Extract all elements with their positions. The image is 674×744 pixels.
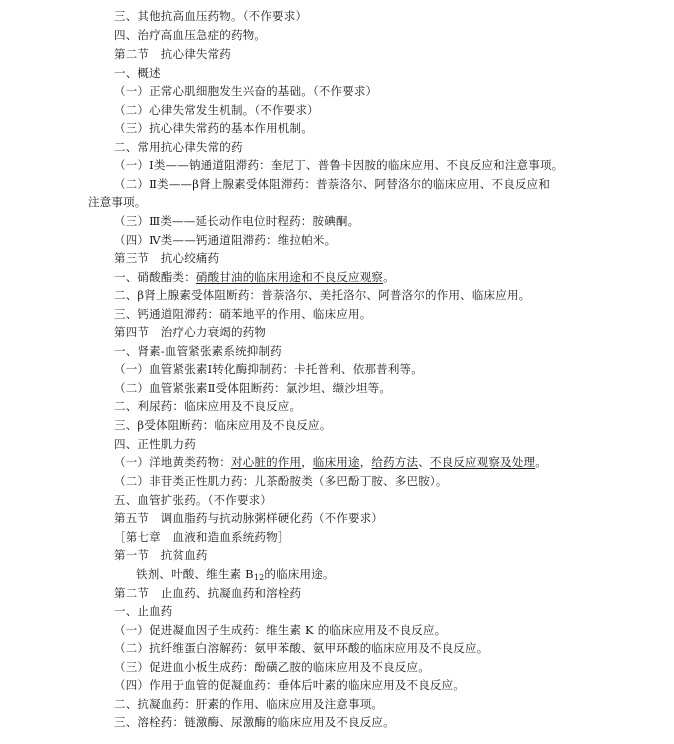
text-line — [114, 83, 377, 101]
text-line — [114, 102, 319, 120]
text-line — [114, 510, 383, 528]
text-segment: ， — [301, 455, 313, 469]
text-segment: 。 — [535, 455, 547, 469]
text-line — [114, 492, 272, 510]
text-segment: 一、概述 — [114, 66, 161, 80]
text-line — [114, 454, 547, 472]
text-line — [114, 269, 395, 287]
text-segment: （一）血管紧张素Ⅰ转化酶抑制药：卡托普利、依那普利等。 — [114, 362, 423, 376]
text-segment: （一）Ⅰ类——钠通道阻滞药：奎尼丁、普鲁卡因胺的临床应用、不良反应和注意事项。 — [114, 158, 564, 172]
text-line — [114, 529, 290, 547]
text-segment: 四、正性肌力药 — [114, 437, 196, 451]
text-line — [114, 306, 371, 324]
text-line — [114, 640, 488, 658]
text-line — [114, 585, 301, 603]
text-line — [114, 398, 301, 416]
underlined-text: 不良反应观察及处理 — [429, 455, 536, 469]
text-line — [114, 250, 219, 268]
text-segment: 三、其他抗高血压药物。（不作要求） — [114, 9, 308, 23]
text-segment: 二、β肾上腺素受体阻断药：普萘洛尔、美托洛尔、阿普洛尔的作用、临床应用。 — [114, 288, 531, 302]
text-segment: 三、溶栓药：链激酶、尿激酶的临床应用及不良反应。 — [114, 715, 395, 729]
text-segment: （二）非苷类正性肌力药：儿茶酚胺类（多巴酚丁胺、多巴胺）。 — [114, 474, 448, 488]
text-segment: （三）Ⅲ类——延长动作电位时程药：胺碘酮。 — [114, 214, 360, 228]
text-segment: 四、治疗高血压急症的药物。 — [114, 28, 267, 42]
text-line — [114, 436, 196, 454]
text-line — [114, 622, 446, 640]
text-line — [114, 213, 359, 231]
text-segment: 第五节 调血脂药与抗动脉粥样硬化药（不作要求） — [114, 511, 384, 525]
text-line — [114, 232, 336, 250]
text-segment: 二、抗凝血药：肝素的作用、临床应用及注意事项。 — [114, 697, 384, 711]
text-line — [114, 380, 391, 398]
text-segment: 五、血管扩张药。（不作要求） — [114, 493, 273, 507]
text-segment: 第一节 抗贫血药 — [114, 548, 208, 562]
text-segment: 注意事项。 — [88, 195, 147, 209]
text-line — [114, 361, 423, 379]
underlined-text: 临床用途 — [312, 455, 360, 469]
text-line — [114, 65, 161, 83]
text-line — [114, 603, 173, 621]
text-segment: （二）Ⅱ类——β肾上腺素受体阻滞药：普萘洛尔、阿替洛尔的临床应用、不良反应和 — [114, 177, 551, 191]
text-line — [114, 46, 231, 64]
text-segment: （三）促进血小板生成药：酚磺乙胺的临床应用及不良反应。 — [114, 660, 430, 674]
text-line — [136, 566, 335, 584]
text-segment: （一）正常心肌细胞发生兴奋的基础。（不作要求） — [114, 84, 378, 98]
text-line — [114, 157, 563, 175]
text-segment: 一、硝酸酯类： — [114, 270, 196, 284]
underlined-text: 给药方法 — [371, 455, 419, 469]
text-segment: （二）抗纤维蛋白溶解药：氨甲苯酸、氨甲环酸的临床应用及不良反应。 — [114, 641, 489, 655]
text-line — [114, 120, 313, 138]
text-line — [114, 659, 430, 677]
text-line — [114, 287, 530, 305]
text-segment: 铁剂、叶酸、维生素 B — [136, 567, 254, 581]
text-segment: （四）Ⅳ类——钙通道阻滞药：维拉帕米。 — [114, 233, 337, 247]
text-segment: 第四节 治疗心力衰竭的药物 — [114, 325, 267, 339]
text-segment: （二）心律失常发生机制。（不作要求） — [114, 103, 319, 117]
text-segment: 三、β受体阻断药：临床应用及不良反应。 — [114, 418, 332, 432]
text-segment: （三）抗心律失常药的基本作用机制。 — [114, 121, 313, 135]
text-segment: （一）洋地黄类药物： — [114, 455, 231, 469]
text-segment: 。 — [383, 270, 395, 284]
text-line — [114, 139, 243, 157]
text-segment: （四）作用于血管的促凝血药：垂体后叶素的临床应用及不良反应。 — [114, 678, 465, 692]
underlined-text: 对心脏的作用 — [231, 455, 302, 469]
text-segment: 第二节 止血药、抗凝血药和溶栓药 — [114, 586, 302, 600]
text-segment: 、 — [418, 455, 430, 469]
text-line — [114, 324, 266, 342]
text-segment: ， — [359, 455, 372, 469]
text-line — [114, 714, 395, 732]
text-line — [114, 27, 266, 45]
text-segment: ［第七章 血液和造血系统药物］ — [114, 530, 290, 544]
text-line — [114, 547, 208, 565]
text-segment: 三、钙通道阻滞药：硝苯地平的作用、临床应用。 — [114, 307, 372, 321]
text-segment: 第三节 抗心绞痛药 — [114, 251, 220, 265]
text-segment: 二、利尿药：临床应用及不良反应。 — [114, 399, 302, 413]
text-line — [114, 343, 282, 361]
text-line — [114, 8, 307, 26]
text-line — [88, 194, 147, 212]
text-line — [114, 473, 448, 491]
text-segment: 的临床用途。 — [264, 567, 335, 581]
text-line — [114, 696, 383, 714]
subscript-text: 12 — [253, 573, 265, 582]
text-line — [114, 417, 331, 435]
text-segment: 一、肾素-血管紧张素系统抑制药 — [114, 344, 282, 358]
text-line — [114, 176, 550, 194]
underlined-text: 硝酸甘油的临床用途和不良反应观察 — [195, 270, 384, 284]
text-segment: 第二节 抗心律失常药 — [114, 47, 231, 61]
text-line — [114, 677, 465, 695]
text-segment: 一、止血药 — [114, 604, 173, 618]
text-segment: （二）血管紧张素Ⅱ受体阻断药：氯沙坦、缬沙坦等。 — [114, 381, 392, 395]
text-segment: 二、常用抗心律失常的药 — [114, 140, 243, 154]
text-segment: （一）促进凝血因子生成药：维生素 K 的临床应用及不良反应。 — [114, 623, 447, 637]
